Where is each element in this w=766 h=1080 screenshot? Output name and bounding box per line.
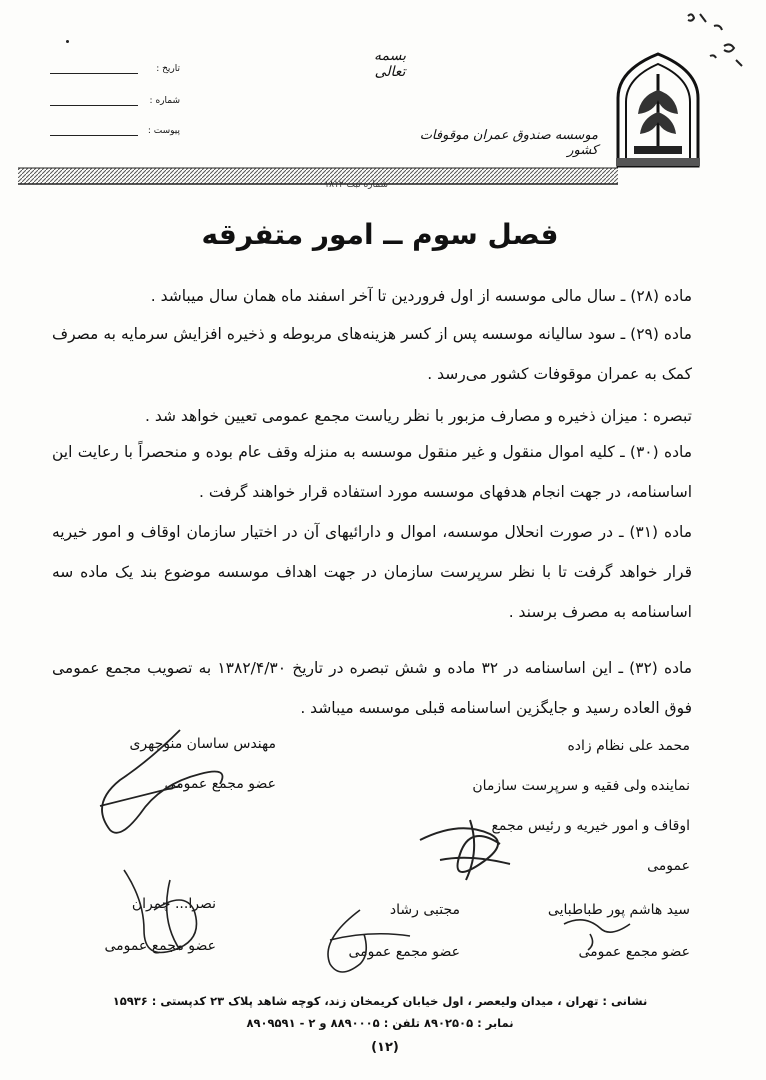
article-29-note: [52, 396, 692, 436]
attachment-line: [50, 135, 138, 136]
article-30-lead: ماده (۳۰) ـ: [620, 443, 692, 461]
note-text: میزان ذخیره و مصارف مزبور با نظر ریاست مجمع عمومی تعیین خواهد شد .: [145, 407, 638, 425]
article-32-lead: ماده (۳۲) ـ: [618, 659, 693, 677]
number-line: [50, 105, 138, 106]
signatory-2-name: مهندس ساسان منوچهری: [129, 736, 276, 752]
article-32-text: این اساسنامه در ۳۲ ماده و شش تبصره در تاریخ ۱۳۸۲/۴/۳۰ به تصویب مجمع عمومی فوق العاده رسید و جایگزین اساسنامه قبلی موسسه میباشد .: [52, 659, 692, 717]
organization-emblem-logo: [612, 50, 704, 168]
attachment-field: [50, 126, 180, 140]
signatory-3-role: عضو مجمع عمومی: [578, 944, 690, 960]
footer-address: نشانی : تهران ، میدان ولیعصر ، اول خیابان کریمخان زند، کوچه شاهد پلاک ۲۳ کدپستی : ۱۵۹۳۶: [112, 994, 648, 1008]
article-30-text: کلیه اموال منقول و غیر منقول موسسه به منزله وقف عام بوده و منحصراً با رعایت این اساسنامه، در جهت انجام هدفهای موسسه مورد استفاده قرار خواهند گرفت .: [52, 443, 692, 501]
attachment-label: پیوست :: [147, 126, 180, 136]
number-field: [50, 96, 180, 110]
article-29: [52, 314, 692, 394]
organization-name: موسسه صندوق عمران موقوفات کشور: [419, 128, 598, 158]
registration-number: شماره ثبت ۱۸۱۲: [324, 180, 388, 190]
signature-1: [410, 800, 530, 900]
article-31: [52, 512, 692, 632]
date-line: [50, 73, 138, 74]
article-28-text: سال مالی موسسه از اول فروردین تا آخر اسفند ماه همان سال میباشد .: [150, 287, 616, 305]
signature-3: [560, 904, 640, 954]
signatory-1-role-line3: عمومی: [647, 858, 690, 874]
date-field: [50, 64, 180, 78]
signatory-5-name: نصرا... چمران: [131, 896, 216, 912]
note-lead: تبصره :: [642, 407, 692, 425]
article-29-lead: ماده (۲۹) ـ: [620, 325, 692, 343]
signatory-5-role: عضو مجمع عمومی: [104, 938, 216, 954]
signature-2: [60, 710, 240, 840]
article-30: [52, 432, 692, 512]
signature-4: [310, 900, 420, 980]
signatory-1-role-line1: نماینده ولی فقیه و سرپرست سازمان: [472, 778, 690, 794]
number-label: شماره :: [149, 96, 180, 106]
date-label: تاریخ :: [156, 64, 180, 74]
chapter-title: فصل سوم ــ امور متفرقه: [201, 218, 559, 251]
article-28-lead: ماده (۲۸) ـ: [620, 287, 692, 305]
footer-contact: [100, 990, 660, 1034]
signatory-4-name: مجتبی رشاد: [389, 902, 460, 918]
signature-5: [110, 860, 220, 970]
article-31-text: در صورت انحلال موسسه، اموال و دارائیهای آن در اختیار سازمان اوقاف و امور خیریه قرار خواهد گرفت تا با نظر سرپرست سازمان در جهت اهداف موسسه موضوع بند یک ماده سه اساسنامه به مصرف برسند .: [52, 523, 692, 621]
basmala-heading: بسمه تعالی: [374, 48, 406, 80]
article-28: [52, 276, 692, 316]
signatory-4-role: عضو مجمع عمومی: [348, 944, 460, 960]
stray-dot: [66, 40, 69, 43]
signatory-1-name: محمد علی نظام زاده: [567, 738, 690, 754]
article-31-lead: ماده (۳۱) ـ: [618, 523, 693, 541]
footer-phone-fax: نمابر : ۸۹۰۲۵۰۵ تلفن : ۸۸۹۰۰۰۵ و ۲ - ۸۹۰۹۵۹۱: [246, 1016, 514, 1030]
page-number: (۱۲): [371, 1040, 399, 1055]
signatory-1-role-line2: اوقاف و امور خیریه و رئیس مجمع: [491, 818, 690, 834]
article-29-text: سود سالیانه موسسه پس از کسر هزینه‌های مربوطه و ذخیره افزایش سرمایه به مصرف کمک به عمران موقوفات کشور می‌رسد .: [52, 325, 692, 383]
signatory-3-name: سید هاشم پور طباطبایی: [547, 902, 690, 918]
signatory-2-role: عضو مجمع عمومی: [164, 776, 276, 792]
